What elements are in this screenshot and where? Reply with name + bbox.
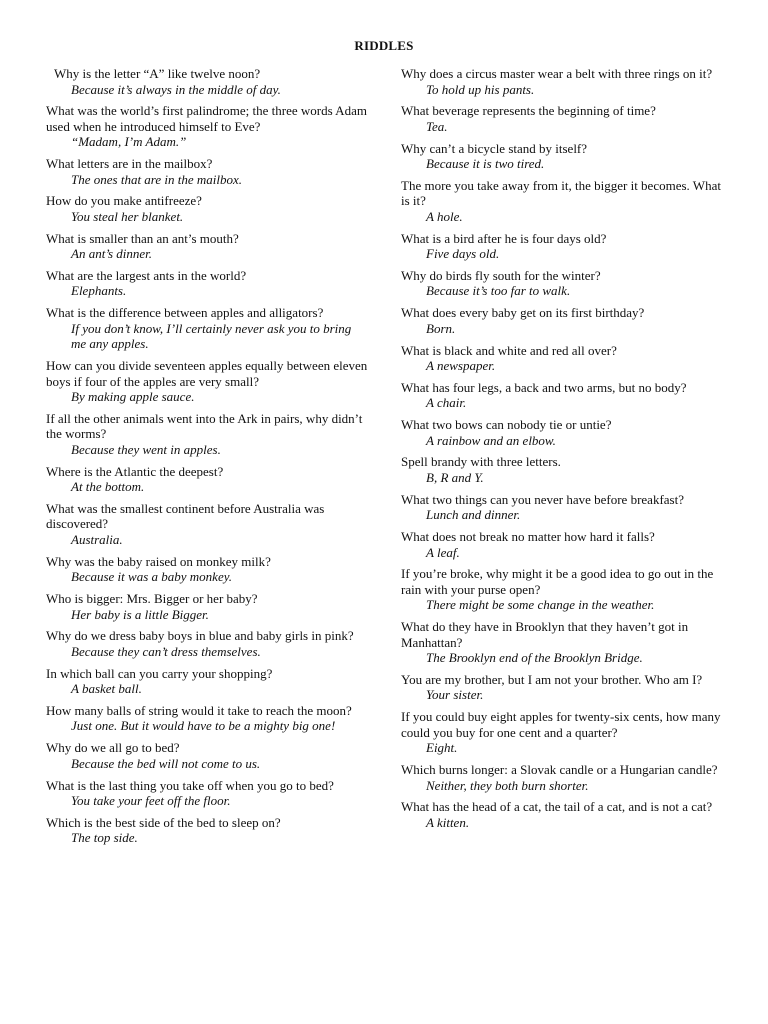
riddle-answer: By making apple sauce. — [71, 389, 195, 405]
riddle-answer: At the bottom. — [71, 479, 145, 495]
riddle-item — [46, 464, 368, 495]
riddle-item — [46, 740, 368, 771]
riddle-question: What does every baby get on its first birthday? — [401, 305, 645, 321]
riddle-question: What was the world’s first palindrome; the three words Adam used when he introduced himself to Eve? — [46, 103, 367, 134]
riddle-item — [401, 343, 723, 374]
riddle-question: If you could buy eight apples for twenty-six cents, how many could you buy for one cent and a quarter? — [401, 709, 721, 740]
riddle-question: Why do we dress baby boys in blue and baby girls in pink? — [46, 628, 354, 644]
riddle-question: How many balls of string would it take to reach the moon? — [46, 702, 352, 718]
riddle-question: Where is the Atlantic the deepest? — [46, 463, 224, 479]
riddle-answer: To hold up his pants. — [426, 81, 535, 97]
riddle-answer: An ant’s dinner. — [71, 246, 153, 262]
riddle-item — [401, 799, 723, 830]
riddle-answer: A newspaper. — [426, 358, 496, 374]
riddle-item — [46, 501, 368, 548]
riddle-question: Spell brandy with three letters. — [401, 454, 561, 470]
riddle-question: What was the smallest continent before Australia was discovered? — [46, 500, 325, 532]
riddle-item — [46, 778, 368, 809]
riddle-question: What two bows can nobody tie or untie? — [401, 417, 612, 433]
riddle-question: What letters are in the mailbox? — [46, 156, 213, 172]
riddle-question: How can you divide seventeen apples equally between eleven boys if four of the apples are very small? — [46, 358, 368, 389]
riddle-answer: A rainbow and an elbow. — [426, 432, 556, 448]
riddle-question: Why is the letter “A” like twelve noon? — [54, 66, 261, 81]
riddle-question: What does not break no matter how hard it falls? — [401, 529, 655, 545]
riddle-question: Which is the best side of the bed to sleep on? — [46, 814, 281, 830]
riddle-question: If you’re broke, why might it be a good idea to go out in the rain with your purse open? — [401, 566, 714, 597]
riddle-item — [401, 103, 723, 134]
riddle-answer: Eight. — [426, 740, 458, 756]
riddle-question: You are my brother, but I am not your brother. Who am I? — [401, 671, 703, 687]
riddle-item — [401, 709, 723, 756]
riddle-answer: The Brooklyn end of the Brooklyn Bridge. — [426, 650, 643, 666]
riddle-question: Why can’t a bicycle stand by itself? — [401, 140, 588, 156]
riddle-question: What is the difference between apples and alligators? — [46, 305, 324, 321]
riddle-item — [401, 566, 723, 613]
riddle-answer: A kitten. — [426, 814, 470, 830]
riddle-item — [46, 554, 368, 585]
riddle-answer: If you don’t know, I’ll certainly never ask you to bring me any apples. — [71, 320, 352, 352]
riddle-answer: The ones that are in the mailbox. — [71, 171, 243, 187]
riddle-answer: A chair. — [426, 395, 467, 411]
riddle-item — [401, 380, 723, 411]
riddle-item — [401, 492, 723, 523]
riddle-question: What has the head of a cat, the tail of a cat, and is not a cat? — [401, 799, 713, 815]
riddle-item — [401, 619, 723, 666]
riddle-question: Why do we all go to bed? — [46, 740, 180, 756]
riddle-item — [401, 305, 723, 336]
riddle-answer: Because it was a baby monkey. — [71, 569, 233, 585]
riddle-answer: Australia. — [71, 531, 123, 547]
riddle-question: If all the other animals went into the Ark in pairs, why didn’t the worms? — [46, 410, 363, 442]
riddle-question: What two things can you never have before breakfast? — [401, 491, 684, 507]
riddle-answer: You take your feet off the floor. — [71, 793, 231, 809]
riddle-answer: Tea. — [426, 118, 448, 134]
riddle-question: What is smaller than an ant’s mouth? — [46, 230, 239, 246]
riddle-question: What is a bird after he is four days old? — [401, 230, 607, 246]
riddle-item — [46, 591, 368, 622]
riddle-answer: Born. — [426, 320, 456, 336]
riddle-answer: Five days old. — [426, 246, 500, 262]
riddle-item — [401, 762, 723, 793]
riddle-item — [46, 66, 368, 97]
riddle-item — [46, 231, 368, 262]
riddle-answer: B, R and Y. — [426, 469, 484, 485]
riddle-answer: Just one. But it would have to be a mighty big one! — [71, 718, 336, 734]
riddle-answer: Her baby is a little Bigger. — [71, 606, 209, 622]
right-column — [401, 66, 723, 837]
riddle-answer: Elephants. — [71, 283, 127, 299]
riddle-answer: The top side. — [71, 830, 138, 846]
riddle-answer: Your sister. — [426, 687, 484, 703]
riddle-question: The more you take away from it, the bigger it becomes. What is it? — [401, 177, 721, 209]
riddle-item — [401, 231, 723, 262]
riddle-question: How do you make antifreeze? — [46, 193, 202, 209]
riddle-item — [46, 411, 368, 458]
riddle-item — [401, 141, 723, 172]
riddle-question: Why do birds fly south for the winter? — [401, 267, 601, 283]
riddle-answer: A hole. — [426, 208, 463, 224]
riddle-item — [46, 305, 368, 352]
riddle-item — [46, 103, 368, 150]
riddle-item — [401, 178, 723, 225]
riddle-answer: A basket ball. — [71, 681, 142, 697]
riddle-item — [46, 193, 368, 224]
riddle-item — [401, 454, 723, 485]
riddle-question: Why does a circus master wear a belt with three rings on it? — [401, 66, 713, 81]
riddle-answer: Because it is two tired. — [426, 156, 545, 172]
riddle-question: Who is bigger: Mrs. Bigger or her baby? — [46, 591, 258, 607]
riddle-item — [401, 268, 723, 299]
riddle-item — [46, 815, 368, 846]
riddle-item — [46, 156, 368, 187]
riddle-question: What has four legs, a back and two arms, but no body? — [401, 379, 687, 395]
riddle-item — [401, 417, 723, 448]
riddle-item — [46, 703, 368, 734]
riddle-answer: Lunch and dinner. — [426, 507, 521, 523]
riddle-answer: Because the bed will not come to us. — [71, 755, 261, 771]
riddle-answer: There might be some change in the weather. — [426, 597, 655, 613]
riddle-question: What beverage represents the beginning of time? — [401, 103, 656, 119]
riddle-answer: Because it’s always in the middle of day. — [71, 81, 281, 97]
riddle-answer: Because it’s too far to walk. — [426, 283, 571, 299]
riddle-item — [46, 666, 368, 697]
riddle-question: What is the last thing you take off when you go to bed? — [46, 777, 334, 793]
riddle-question: In which ball can you carry your shopping? — [46, 665, 273, 681]
riddle-answer: Neither, they both burn shorter. — [426, 777, 589, 793]
riddle-answer: A leaf. — [426, 544, 460, 560]
riddle-item — [46, 628, 368, 659]
riddle-question: What is black and white and red all over? — [401, 342, 617, 358]
page-title: RIDDLES — [354, 38, 414, 53]
riddle-item — [401, 672, 723, 703]
riddle-question: What do they have in Brooklyn that they haven’t got in Manhattan? — [401, 619, 689, 650]
riddle-item — [401, 529, 723, 560]
riddle-item — [46, 358, 368, 405]
riddle-answer: “Madam, I’m Adam.” — [71, 134, 187, 150]
riddle-question: What are the largest ants in the world? — [46, 267, 247, 283]
riddle-item — [46, 268, 368, 299]
riddle-answer: Because they went in apples. — [71, 441, 221, 457]
riddle-answer: You steal her blanket. — [71, 208, 184, 224]
riddle-answer: Because they can’t dress themselves. — [71, 643, 261, 659]
left-column — [46, 66, 368, 852]
riddle-question: Why was the baby raised on monkey milk? — [46, 553, 271, 569]
riddle-question: Which burns longer: a Slovak candle or a Hungarian candle? — [401, 762, 718, 778]
riddle-item — [401, 66, 723, 97]
